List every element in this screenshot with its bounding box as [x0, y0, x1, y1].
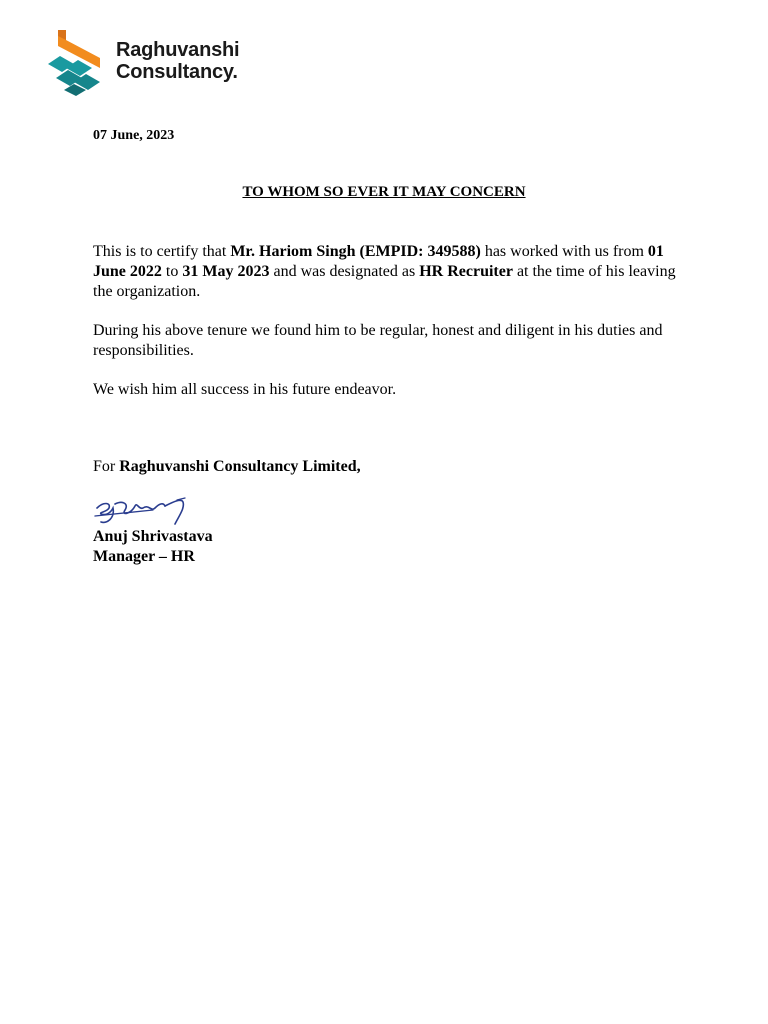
subject-text: TO WHOM SO EVER IT MAY CONCERN — [242, 184, 526, 200]
para1-text1: This is to certify that — [93, 243, 231, 260]
signature-icon — [93, 494, 189, 528]
closing-line — [93, 458, 361, 476]
conduct-paragraph: During his above tenure we found him to be regular, honest and diligent in his duties and responsibilities. — [93, 322, 663, 359]
letter-date: 07 June, 2023 — [93, 128, 175, 143]
employee-name: Mr. Hariom Singh (EMPID: 349588) — [230, 243, 481, 260]
para1-text3: to — [161, 263, 183, 280]
certification-paragraph — [93, 242, 683, 302]
signer-block — [93, 527, 213, 567]
logo-wordmark — [116, 39, 239, 83]
para1-text4: and was designated as — [269, 263, 420, 280]
logo-line1: Raghuvanshi — [116, 39, 240, 61]
signer-title: Manager – HR — [93, 548, 195, 565]
logo-line2: Consultancy. — [116, 61, 238, 83]
logo-mark-icon — [46, 28, 106, 96]
end-date: 31 May 2023 — [182, 263, 270, 280]
company-logo — [46, 28, 239, 96]
closing-company: Raghuvanshi Consultancy Limited, — [119, 458, 361, 475]
start-date: 01 June 2022 — [93, 243, 664, 280]
letter-subject — [0, 184, 768, 201]
closing-prefix: For — [93, 458, 120, 475]
wishes-paragraph: We wish him all success in his future endeavor. — [93, 381, 397, 398]
para1-text5: at the time of his leaving the organization. — [93, 263, 676, 300]
designation: HR Recruiter — [419, 263, 513, 280]
para1-text2: has worked with us from — [480, 243, 648, 260]
signer-name: Anuj Shrivastava — [93, 528, 213, 545]
